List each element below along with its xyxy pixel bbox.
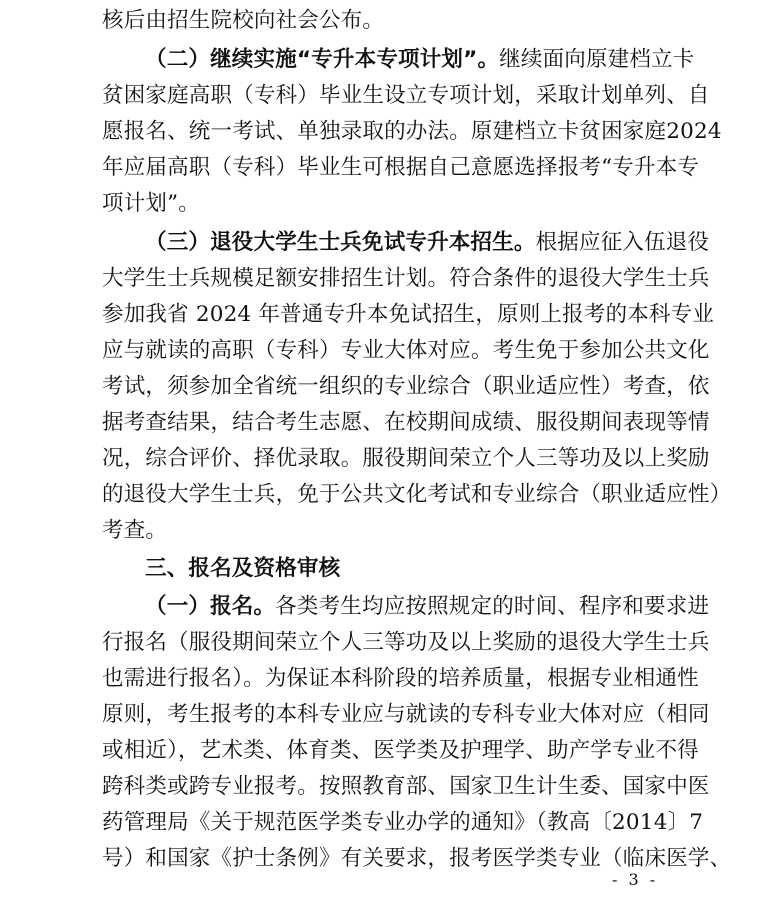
paragraph-line: 大学生士兵规模足额安排招生计划。符合条件的退役大学生士兵 — [102, 266, 710, 291]
paragraph-line: 号）和国家《护士条例》有关要求，报考医学类专业（临床医学、 — [102, 846, 732, 871]
paragraph-line: 行报名（服役期间荣立个人三等功及以上奖励的退役大学生士兵 — [102, 630, 710, 655]
paragraph-line: 愿报名、统一考试、单独录取的办法。原建档立卡贫困家庭2024 — [102, 119, 722, 144]
section-subheading: （三）退役大学生士兵免试专升本招生。 — [145, 230, 536, 255]
paragraph-line: 参加我省 2024 年普通专升本免试招生，原则上报考的本科专业 — [102, 302, 715, 327]
paragraph-line — [102, 589, 710, 625]
paragraph-line: 况，综合评价、择优录取。服役期间荣立个人三等功及以上奖励 — [102, 446, 710, 471]
paragraph-line: 贫困家庭高职（专科）毕业生设立专项计划，采取计划单列、自 — [102, 83, 710, 108]
paragraph-line — [102, 42, 695, 78]
paragraph-line: 项计划”。 — [102, 191, 200, 216]
paragraph-line: 跨科类或跨专业报考。按照教育部、国家卫生计生委、国家中医 — [102, 774, 710, 799]
paragraph-line: 应与就读的高职（专科）专业大体对应。考生免于参加公共文化 — [102, 338, 710, 363]
paragraph-line: 考试，须参加全省统一组织的专业综合（职业适应性）考查，依 — [102, 374, 710, 399]
paragraph-line: 年应届高职（专科）毕业生可根据自己意愿选择报考“专升本专 — [102, 155, 700, 180]
section-subheading: （一）报名。 — [145, 594, 276, 619]
paragraph-line: 或相近），艺术类、体育类、医学类及护理学、助产学专业不得 — [102, 738, 699, 763]
page-number: - 3 - — [612, 870, 659, 889]
section-heading: 三、报名及资格审核 — [145, 556, 341, 581]
paragraph-line — [102, 225, 710, 261]
paragraph-line: 的退役大学生士兵，免于公共文化考试和专业综合（职业适应性） — [102, 482, 732, 507]
paragraph-line: 核后由招生院校向社会公布。 — [102, 8, 385, 33]
paragraph-line: 据考查结果，结合考生志愿、在校期间成绩、服役期间表现等情 — [102, 410, 710, 435]
section-subheading: （二）继续实施“专升本专项计划”。 — [145, 47, 500, 72]
paragraph-text: 各类考生均应按照规定的时间、程序和要求进 — [275, 594, 710, 619]
paragraph-text: 继续面向原建档立卡 — [499, 47, 695, 72]
paragraph-line: 原则，考生报考的本科专业应与就读的专科专业大体对应（相同 — [102, 702, 710, 727]
paragraph-line: 考查。 — [102, 518, 168, 543]
paragraph-text: 根据应征入伍退役 — [535, 230, 710, 255]
paragraph-line: 也需进行报名）。为保证本科阶段的培养质量，根据专业相通性 — [102, 666, 699, 691]
paragraph-line: 药管理局《关于规范医学类专业办学的通知》（教高〔2014〕7 — [102, 810, 704, 835]
